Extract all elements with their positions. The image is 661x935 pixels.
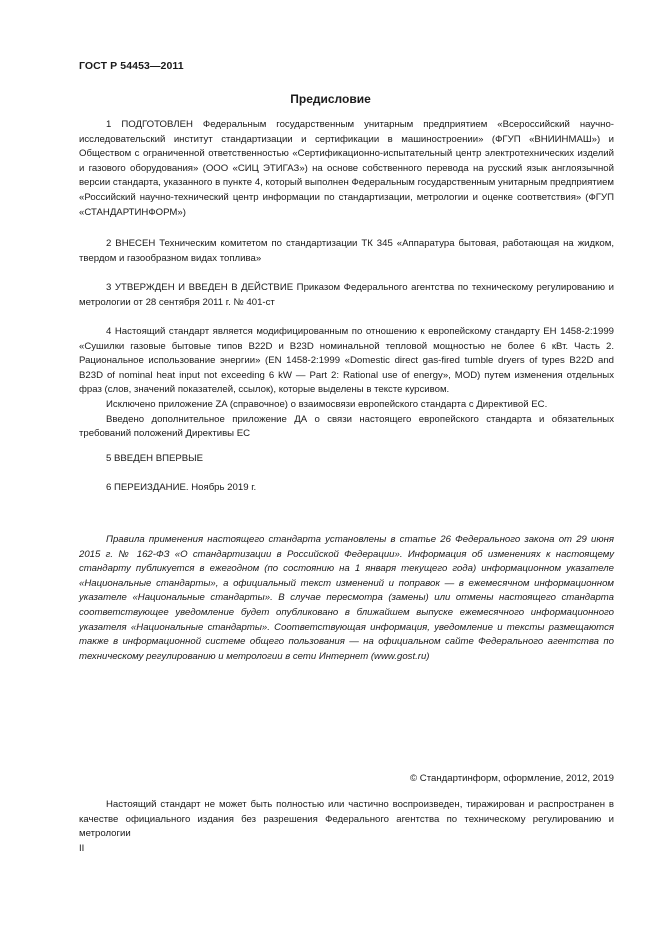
copyright: © Стандартинформ, оформление, 2012, 2019	[410, 773, 614, 784]
section-6	[79, 481, 614, 496]
paragraph: Правила применения настоящего стандарта установлены в статье 26 Федерального закона от 29 июня 2015 г. № 162-ФЗ «О стандартизации в Российской Федерации». Информация об изменениях к настоящему стандарту публикуется в ежегодном (по состоянию на 1 января текущего года) информационном указателе «Национальные стандарты», а официальный текст изменений и поправок — в ежемесячном информационном указателе «Национальные стандарты». В случае пересмотра (замены) или отмены настоящего стандарта соответствующее уведомление будет опубликовано в ближайшем выпуске ежемесячного информационного указателя «Национальные стандарты». Соответствующая информация, уведомление и тексты размещаются также в информационной системе общего пользования — на официальном сайте Федерального агентства по техническому регулированию и метрологии в сети Интернет (www.gost.ru)	[79, 534, 614, 662]
standard-code: ГОСТ Р 54453—2011	[79, 60, 184, 72]
paragraph: 3 УТВЕРЖДЕН И ВВЕДЕН В ДЕЙСТВИЕ Приказом Федерального агентства по техническому регулированию и метрологии от 28 сентября 2011 г. № 401-ст	[79, 282, 614, 308]
section-2	[79, 237, 614, 266]
section-1	[79, 118, 614, 220]
paragraph: Введено дополнительное приложение ДА о связи настоящего европейского стандарта и обязательных требований положений Директивы ЕС	[79, 413, 614, 440]
paragraph: 4 Настоящий стандарт является модифицированным по отношению к европейскому стандарту ЕН 1458-2:1999 «Сушилки газовые бытовые типов B22D и B23D номинальной тепловой мощностью не более 6 кВт. Часть 2. Рациональное использование энергии» (EN 1458-2:1999 «Domestic direct gas-fired tumble dryers of types B22D and B23D of nominal heat input not exceeding 6 kW — Part 2: Rational use of energy», MOD) путем изменения отдельных фраз (слов, значений показателей, ссылок), которые выделены в тексте курсивом.	[79, 326, 614, 396]
section-3	[79, 281, 614, 310]
section-4	[79, 325, 614, 442]
application-rules-notice	[79, 533, 614, 664]
paragraph: 1 ПОДГОТОВЛЕН Федеральным государственным унитарным предприятием «Всероссийский научно-исследовательский институт стандартизации и сертификации в машиностроении» (ФГУП «ВНИИНМАШ») и Обществом с ограниченной ответственностью «Сертификационно-испытательный центр электротехнических изделий и газового оборудования» (ООО «СИЦ ЭТИГАЗ») на основе собственного перевода на русский язык англоязычной версии стандарта, указанного в пункте 4, который выполнен Федеральным государственным унитарным предприятием «Российский научно-технический центр информации по стандартизации, метрологии и оценке соответствия» (ФГУП «СТАНДАРТИНФОРМ»)	[79, 119, 614, 218]
page-title: Предисловие	[290, 92, 371, 106]
paragraph: 6 ПЕРЕИЗДАНИЕ. Ноябрь 2019 г.	[106, 482, 257, 493]
paragraph: 2 ВНЕСЕН Техническим комитетом по стандартизации ТК 345 «Аппаратура бытовая, работающая на жидком, твердом и газообразном видах топлива»	[79, 238, 614, 264]
page-number: II	[79, 843, 85, 854]
paragraph: Исключено приложение ZA (справочное) о взаимосвязи европейского стандарта с Директивой ЕС.	[106, 398, 548, 410]
section-5	[79, 452, 614, 467]
paragraph: Настоящий стандарт не может быть полностью или частично воспроизведен, тиражирован и распространен в качестве официального издания без разрешения Федерального агентства по техническому регулированию и метрологии	[79, 799, 614, 840]
reproduction-notice	[79, 798, 614, 842]
paragraph: 5 ВВЕДЕН ВПЕРВЫЕ	[106, 453, 204, 464]
